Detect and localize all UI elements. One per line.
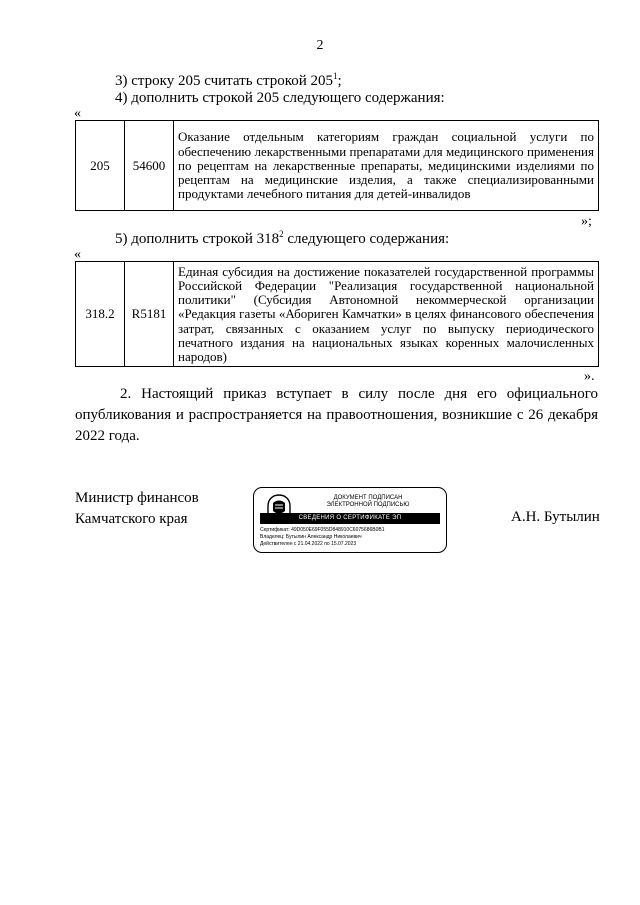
closing-quote-2: ». (584, 369, 595, 384)
row-description-cell: Единая субсидия на достижение показателей государственной программы Российской Федерации "Реализация государственной национальной политики" (Субсидия Автономной некоммерческой организации «Редакция газеты «Абориген Камчатки» в целях финансового обеспечения затрат, связанных с оказанием услуг по выпуску периодического печатного издания на национальных языках коренных малочисленных народов) (174, 262, 599, 367)
opening-quote-2: « (74, 247, 81, 262)
row-number-cell: 54600 (125, 121, 174, 211)
list-item-3 (115, 71, 342, 90)
row-code-cell: 318.2 (76, 262, 125, 367)
stamp-owner: Владелец: Бутылин Александр Николаевич (260, 534, 362, 540)
signatory-position-line-1: Министр финансов (75, 490, 199, 506)
stamp-title-line-1: ДОКУМЕНТ ПОДПИСАН (333, 495, 403, 501)
stamp-title-line-2: ЭЛЕКТРОННОЙ ПОДПИСЬЮ (326, 502, 410, 508)
page-number: 2 (316, 38, 324, 53)
list-item-5 (115, 229, 449, 248)
list-item-4: 4) дополнить строкой 205 следующего содержания: (115, 90, 445, 106)
signatory-position (75, 488, 199, 530)
budget-line-table-205 (75, 120, 599, 211)
list-item-3-text: 3) строку 205 считать строкой 205 (115, 73, 333, 89)
stamp-certificate-header: СВЕДЕНИЯ О СЕРТИФИКАТЕ ЭП (260, 513, 440, 524)
list-item-5-tail: следующего содержания: (283, 231, 450, 247)
paragraph-2: 2. Настоящий приказ вступает в силу после дня его официального опубликования и распространяется на правоотношения, возникшие с 26 декабря 2022 года. (75, 386, 598, 444)
footnote-marker-1: 1 (333, 71, 338, 81)
row-number-cell: R5181 (125, 262, 174, 367)
signatory-name: А.Н. Бутылин (511, 509, 600, 525)
list-item-3-tail: ; (337, 73, 342, 89)
budget-line-table-318-2 (75, 261, 599, 367)
stamp-certificate-id: Сертификат: 49D050E69F055D848910C6075686B0B1 (260, 527, 385, 533)
table-row (76, 121, 599, 211)
opening-quote-1: « (74, 106, 81, 121)
row-description-cell: Оказание отдельным категориям граждан социальной услуги по обеспечению лекарственными препаратами для медицинского применения по рецептам на лекарственные препараты, медицинскими изделиями по рецептам на медицинские изделия, а также специализированными продуктами лечебного питания для детей-инвалидов (174, 121, 599, 211)
list-item-5-text: 5) дополнить строкой 318 (115, 231, 280, 247)
signatory-position-line-2: Камчатского края (75, 511, 188, 527)
row-code-cell: 205 (76, 121, 125, 211)
electronic-signature-stamp (253, 487, 447, 553)
closing-quote-1: »; (581, 214, 592, 229)
stamp-validity: Действителен с 21.04.2022 по 15.07.2023 (260, 541, 357, 547)
footnote-marker-2: 2 (279, 229, 284, 239)
table-row (76, 262, 599, 367)
